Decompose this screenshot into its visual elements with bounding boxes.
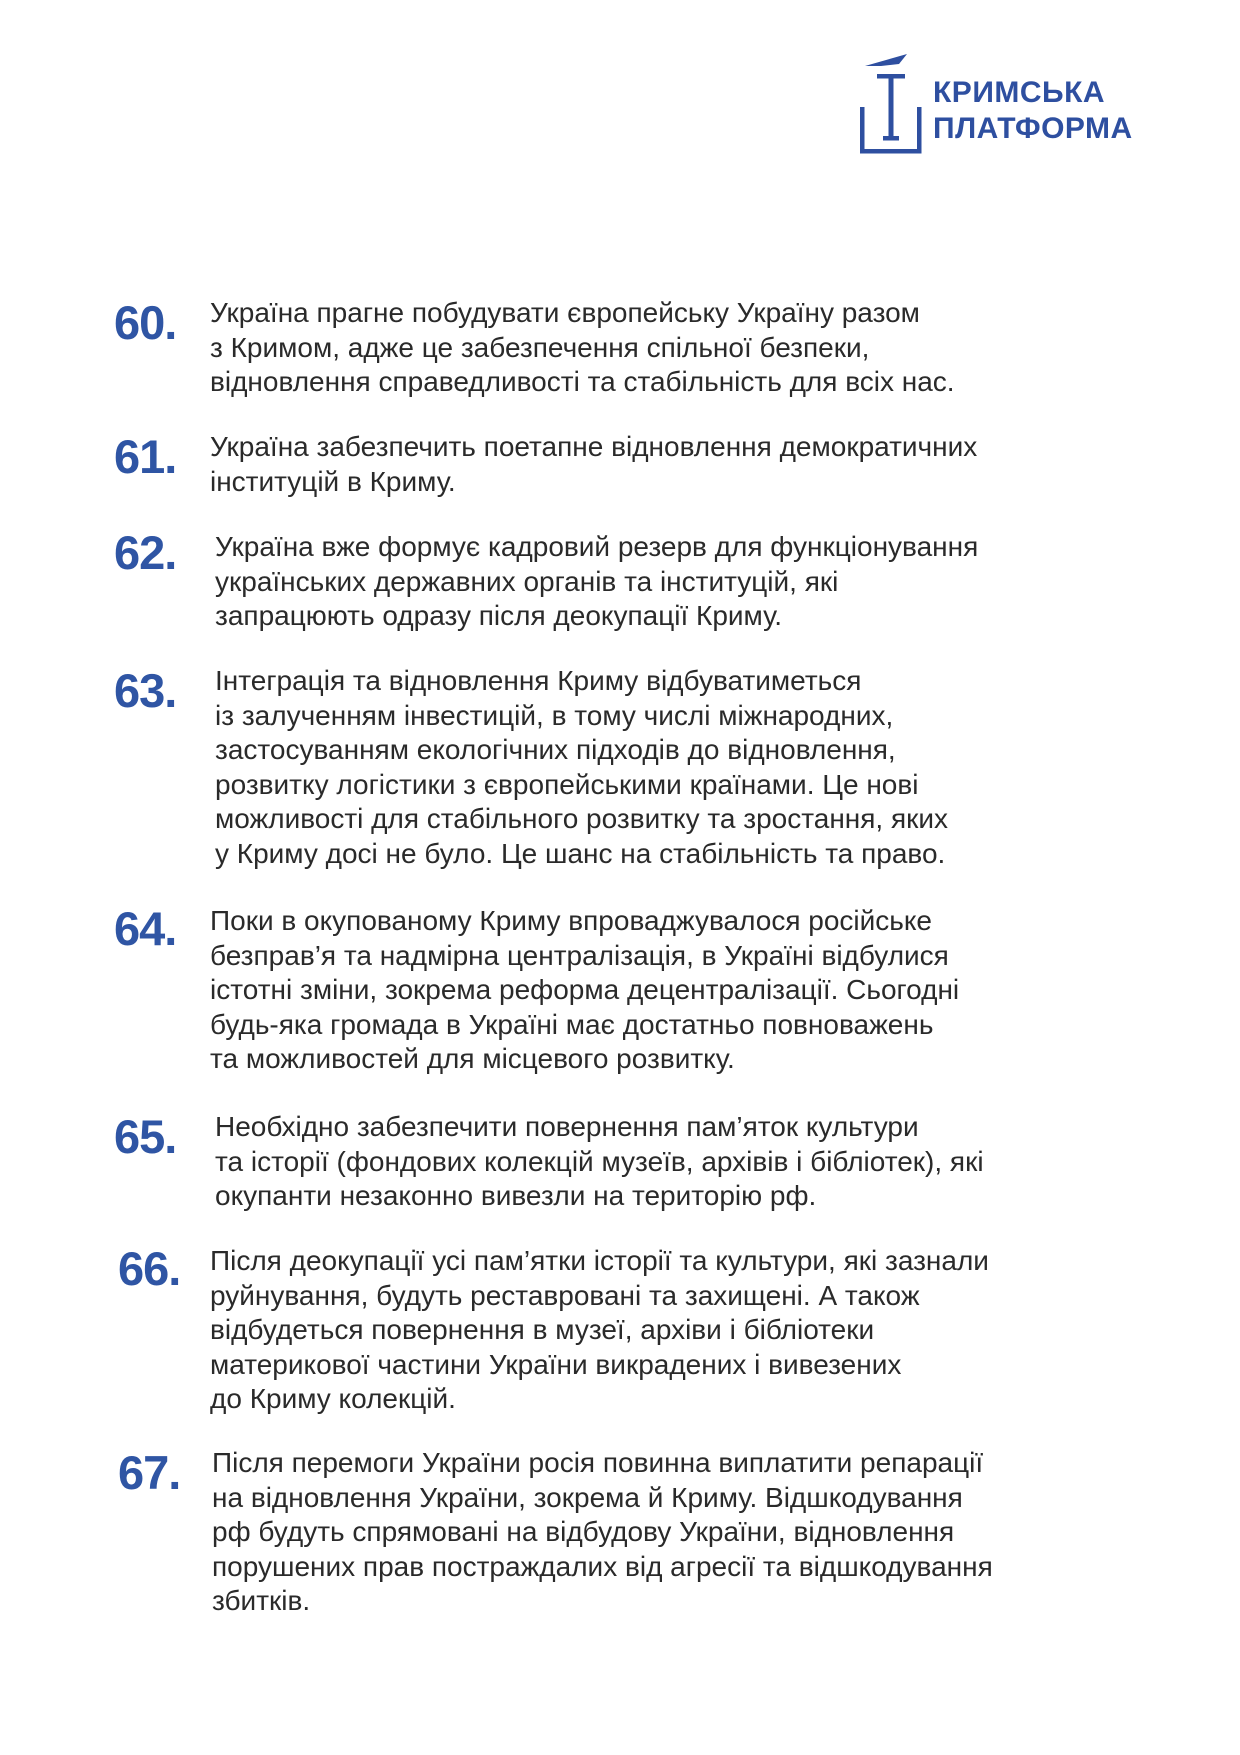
item-line: до Криму колекцій. [210, 1383, 456, 1414]
item-line: Необхідно забезпечити повернення пам’яток культури [215, 1111, 919, 1142]
item-number: 63. [114, 664, 177, 717]
item-line: можливості для стабільного розвитку та зростання, яких [215, 803, 949, 834]
crimea-platform-emblem-icon [855, 52, 925, 162]
item-number: 65. [114, 1110, 177, 1163]
item-line: Україна забезпечить поетапне відновлення демократичних [210, 431, 978, 462]
item-number: 66. [118, 1242, 181, 1295]
item-line: Інтеграція та відновлення Криму відбуватиметься [215, 665, 862, 696]
item-text [215, 664, 948, 871]
brand-name-line2: ПЛАТФОРМА [933, 112, 1133, 145]
item-line: Після деокупації усі пам’ятки історії та культури, які зазнали [210, 1245, 989, 1276]
item-line: інституцій в Криму. [210, 465, 456, 497]
item-text [212, 1446, 993, 1619]
item-line: Україна вже формує кадровий резерв для функціонування [215, 531, 979, 562]
item-line: застосуванням екологічних підходів до відновлення, [215, 734, 896, 765]
item-line: порушених прав постраждалих від агресії та відшкодування [212, 1550, 993, 1582]
item-text [215, 530, 978, 634]
item-line: розвитку логістики з європейськими країнами. Це нові [215, 768, 919, 800]
item-line: на відновлення України, зокрема й Криму. Відшкодування [212, 1481, 963, 1513]
item-number: 62. [114, 526, 177, 579]
item-line: Після перемоги України росія повинна виплатити репарації [212, 1447, 984, 1478]
item-number: 61. [114, 430, 177, 483]
brand-name [933, 75, 1133, 147]
item-line: з Кримом, адже це забезпечення спільної безпеки, [210, 331, 870, 363]
item-line: у Криму досі не було. Це шанс на стабільність та право. [215, 837, 946, 869]
item-line: із залученням інвестицій, в тому числі міжнародних, [215, 699, 894, 731]
item-text [210, 296, 955, 400]
brand-name-line1: КРИМСЬКА [933, 76, 1106, 109]
item-line: українських державних органів та інституцій, які [215, 565, 839, 597]
brand-logo [855, 52, 1135, 162]
item-text [210, 430, 977, 499]
item-line: та можливостей для місцевого розвитку. [210, 1043, 735, 1074]
item-number: 60. [114, 296, 177, 349]
item-line: відбудеться повернення в музеї, архіви і бібліотеки [210, 1314, 875, 1345]
item-line: будь-яка громада в Україні має достатньо повноважень [210, 1008, 934, 1040]
item-number: 67. [118, 1446, 181, 1499]
item-text [215, 1110, 984, 1214]
item-text [210, 1244, 989, 1417]
item-line: та історії (фондових колекцій музеїв, архівів і бібліотек), які [215, 1145, 984, 1177]
item-line: Україна прагне побудувати європейську Україну разом [210, 297, 920, 328]
item-line: збитків. [212, 1585, 311, 1616]
item-line: безправ’я та надмірна централізація, в Україні відбулися [210, 939, 949, 971]
item-line: материкової частини України викрадених і вивезених [210, 1348, 902, 1380]
item-line: руйнування, будуть реставровані та захищені. А також [210, 1279, 920, 1311]
item-line: окупанти незаконно вивезли на територію рф. [215, 1180, 817, 1211]
item-text [210, 904, 959, 1077]
item-number: 64. [114, 902, 177, 955]
item-line: Поки в окупованому Криму впроваджувалося російське [210, 905, 932, 936]
item-line: істотні зміни, зокрема реформа децентралізації. Сьогодні [210, 974, 960, 1005]
item-line: запрацюють одразу після деокупації Криму. [215, 600, 783, 631]
item-line: рф будуть спрямовані на відбудову України, відновлення [212, 1516, 955, 1547]
item-line: відновлення справедливості та стабільність для всіх нас. [210, 366, 955, 397]
